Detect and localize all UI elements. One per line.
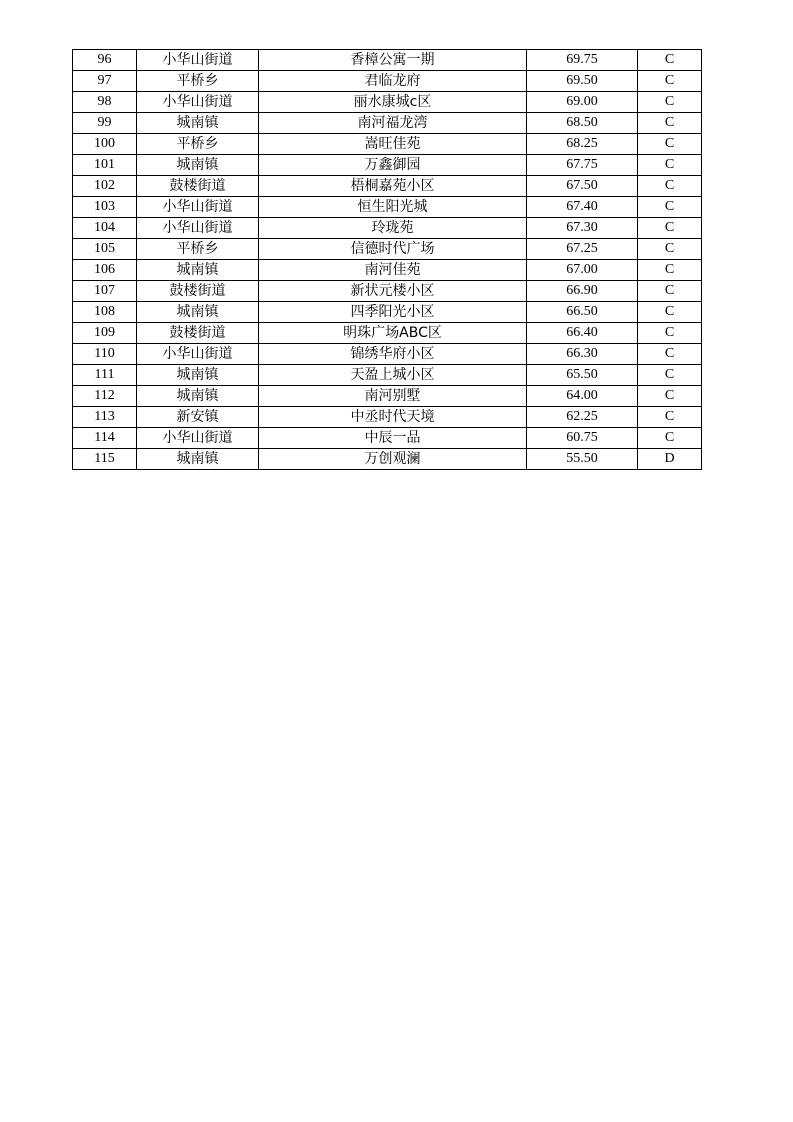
- cell-score: 66.90: [527, 281, 638, 302]
- cell-number: 101: [73, 155, 137, 176]
- cell-street: 小华山街道: [137, 92, 259, 113]
- cell-number: 111: [73, 365, 137, 386]
- cell-community-name: 四季阳光小区: [259, 302, 527, 323]
- cell-number: 108: [73, 302, 137, 323]
- cell-community-name: 中丞时代天境: [259, 407, 527, 428]
- cell-grade: C: [638, 176, 702, 197]
- cell-community-name: 信德时代广场: [259, 239, 527, 260]
- cell-street: 小华山街道: [137, 218, 259, 239]
- cell-community-name: 万创观澜: [259, 449, 527, 470]
- cell-grade: C: [638, 323, 702, 344]
- cell-community-name: 南河福龙湾: [259, 113, 527, 134]
- cell-grade: C: [638, 218, 702, 239]
- table-row: [73, 218, 702, 239]
- cell-score: 62.25: [527, 407, 638, 428]
- table-row: [73, 71, 702, 92]
- cell-community-name: 新状元楼小区: [259, 281, 527, 302]
- cell-number: 114: [73, 428, 137, 449]
- cell-number: 109: [73, 323, 137, 344]
- table-row: [73, 50, 702, 71]
- cell-street: 城南镇: [137, 365, 259, 386]
- cell-score: 67.25: [527, 239, 638, 260]
- cell-score: 67.50: [527, 176, 638, 197]
- cell-grade: C: [638, 407, 702, 428]
- cell-score: 69.75: [527, 50, 638, 71]
- cell-grade: C: [638, 386, 702, 407]
- table-row: [73, 365, 702, 386]
- cell-grade: C: [638, 239, 702, 260]
- ranking-table: [72, 49, 702, 470]
- cell-score: 66.50: [527, 302, 638, 323]
- cell-community-name: 南河佳苑: [259, 260, 527, 281]
- cell-street: 城南镇: [137, 449, 259, 470]
- cell-grade: C: [638, 260, 702, 281]
- cell-community-name: 梧桐嘉苑小区: [259, 176, 527, 197]
- cell-grade: C: [638, 113, 702, 134]
- cell-number: 112: [73, 386, 137, 407]
- cell-grade: C: [638, 155, 702, 176]
- cell-street: 城南镇: [137, 386, 259, 407]
- cell-street: 小华山街道: [137, 344, 259, 365]
- cell-street: 小华山街道: [137, 428, 259, 449]
- cell-community-name: 恒生阳光城: [259, 197, 527, 218]
- table-row: [73, 260, 702, 281]
- cell-street: 平桥乡: [137, 71, 259, 92]
- cell-grade: C: [638, 428, 702, 449]
- cell-score: 55.50: [527, 449, 638, 470]
- table-row: [73, 239, 702, 260]
- cell-grade: C: [638, 197, 702, 218]
- table-row: [73, 92, 702, 113]
- table-body: [73, 50, 702, 470]
- cell-community-name: 丽水康城c区: [259, 92, 527, 113]
- table-row: [73, 197, 702, 218]
- cell-grade: C: [638, 92, 702, 113]
- cell-number: 102: [73, 176, 137, 197]
- cell-street: 鼓楼街道: [137, 281, 259, 302]
- cell-score: 66.30: [527, 344, 638, 365]
- cell-number: 105: [73, 239, 137, 260]
- table-row: [73, 281, 702, 302]
- cell-score: 67.30: [527, 218, 638, 239]
- cell-street: 鼓楼街道: [137, 176, 259, 197]
- table-row: [73, 176, 702, 197]
- cell-grade: D: [638, 449, 702, 470]
- cell-street: 鼓楼街道: [137, 323, 259, 344]
- cell-street: 城南镇: [137, 260, 259, 281]
- cell-grade: C: [638, 344, 702, 365]
- cell-grade: C: [638, 281, 702, 302]
- cell-community-name: 锦绣华府小区: [259, 344, 527, 365]
- cell-street: 新安镇: [137, 407, 259, 428]
- cell-score: 67.40: [527, 197, 638, 218]
- cell-number: 99: [73, 113, 137, 134]
- cell-number: 104: [73, 218, 137, 239]
- cell-community-name: 明珠广场ABC区: [259, 323, 527, 344]
- cell-grade: C: [638, 365, 702, 386]
- cell-grade: C: [638, 302, 702, 323]
- cell-score: 69.50: [527, 71, 638, 92]
- cell-street: 小华山街道: [137, 197, 259, 218]
- cell-score: 66.40: [527, 323, 638, 344]
- table-row: [73, 323, 702, 344]
- table-row: [73, 113, 702, 134]
- table-row: [73, 407, 702, 428]
- table-row: [73, 386, 702, 407]
- cell-community-name: 嵩旺佳苑: [259, 134, 527, 155]
- cell-community-name: 中辰一品: [259, 428, 527, 449]
- table-row: [73, 428, 702, 449]
- cell-score: 64.00: [527, 386, 638, 407]
- cell-number: 113: [73, 407, 137, 428]
- cell-street: 平桥乡: [137, 134, 259, 155]
- cell-community-name: 玲珑苑: [259, 218, 527, 239]
- cell-community-name: 南河别墅: [259, 386, 527, 407]
- cell-number: 110: [73, 344, 137, 365]
- cell-street: 小华山街道: [137, 50, 259, 71]
- table-row: [73, 449, 702, 470]
- table-row: [73, 302, 702, 323]
- cell-score: 68.25: [527, 134, 638, 155]
- cell-grade: C: [638, 134, 702, 155]
- cell-number: 115: [73, 449, 137, 470]
- cell-street: 城南镇: [137, 113, 259, 134]
- cell-grade: C: [638, 71, 702, 92]
- table-row: [73, 134, 702, 155]
- cell-number: 96: [73, 50, 137, 71]
- cell-community-name: 香樟公寓一期: [259, 50, 527, 71]
- cell-score: 69.00: [527, 92, 638, 113]
- cell-street: 平桥乡: [137, 239, 259, 260]
- cell-community-name: 万鑫御园: [259, 155, 527, 176]
- cell-number: 98: [73, 92, 137, 113]
- cell-street: 城南镇: [137, 302, 259, 323]
- cell-score: 67.75: [527, 155, 638, 176]
- cell-number: 100: [73, 134, 137, 155]
- cell-score: 68.50: [527, 113, 638, 134]
- cell-score: 60.75: [527, 428, 638, 449]
- cell-number: 97: [73, 71, 137, 92]
- table-row: [73, 155, 702, 176]
- cell-community-name: 天盈上城小区: [259, 365, 527, 386]
- table-row: [73, 344, 702, 365]
- cell-street: 城南镇: [137, 155, 259, 176]
- cell-number: 103: [73, 197, 137, 218]
- cell-number: 106: [73, 260, 137, 281]
- cell-score: 67.00: [527, 260, 638, 281]
- cell-community-name: 君临龙府: [259, 71, 527, 92]
- cell-number: 107: [73, 281, 137, 302]
- cell-grade: C: [638, 50, 702, 71]
- cell-score: 65.50: [527, 365, 638, 386]
